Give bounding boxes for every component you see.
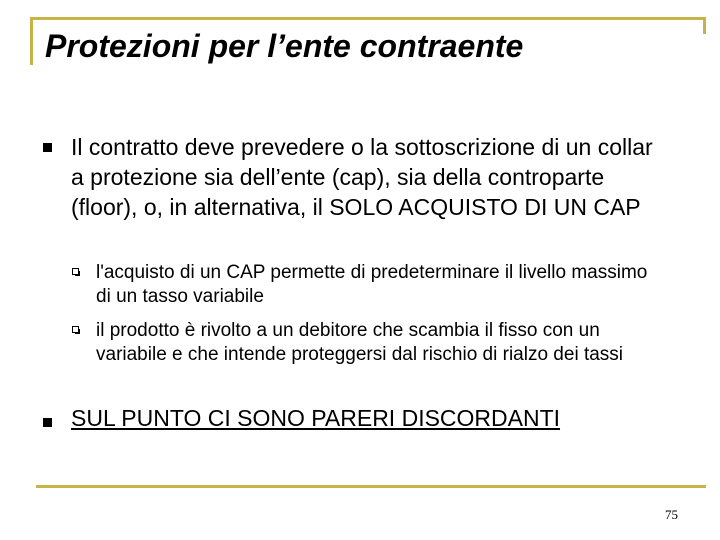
- title-frame-left-rule: [30, 17, 33, 65]
- footer-rule: [36, 485, 706, 488]
- sub-bullet-text: il prodotto è rivolto a un debitore che scambia il fisso con un variabile e che intende proteggersi dal rischio di rialzo dei tassi: [96, 320, 624, 365]
- bullet-text: SUL PUNTO CI SONO PARERI DISCORDANTI: [71, 405, 561, 431]
- slide-title: Protezioni per l’ente contraente: [45, 28, 524, 64]
- page-number: 75: [665, 507, 678, 522]
- sub-bullet-text: l'acquisto di un CAP permette di predeterminare il livello massimo di un tasso variabile: [96, 262, 648, 307]
- title-frame-top-rule: [30, 17, 706, 20]
- sub-bullet-icon: [72, 268, 79, 275]
- bullet-text: Il contratto deve prevedere o la sottoscrizione di un collar a protezione sia dell’ente (cap), sia della controparte (floor), o, in alternativa, il SOLO ACQUISTO DI UN CAP: [71, 134, 653, 220]
- bullet-square-icon: [43, 418, 52, 427]
- bullet-square-icon: [43, 143, 52, 152]
- sub-bullet-icon: [72, 326, 79, 333]
- title-frame-right-rule: [703, 17, 706, 34]
